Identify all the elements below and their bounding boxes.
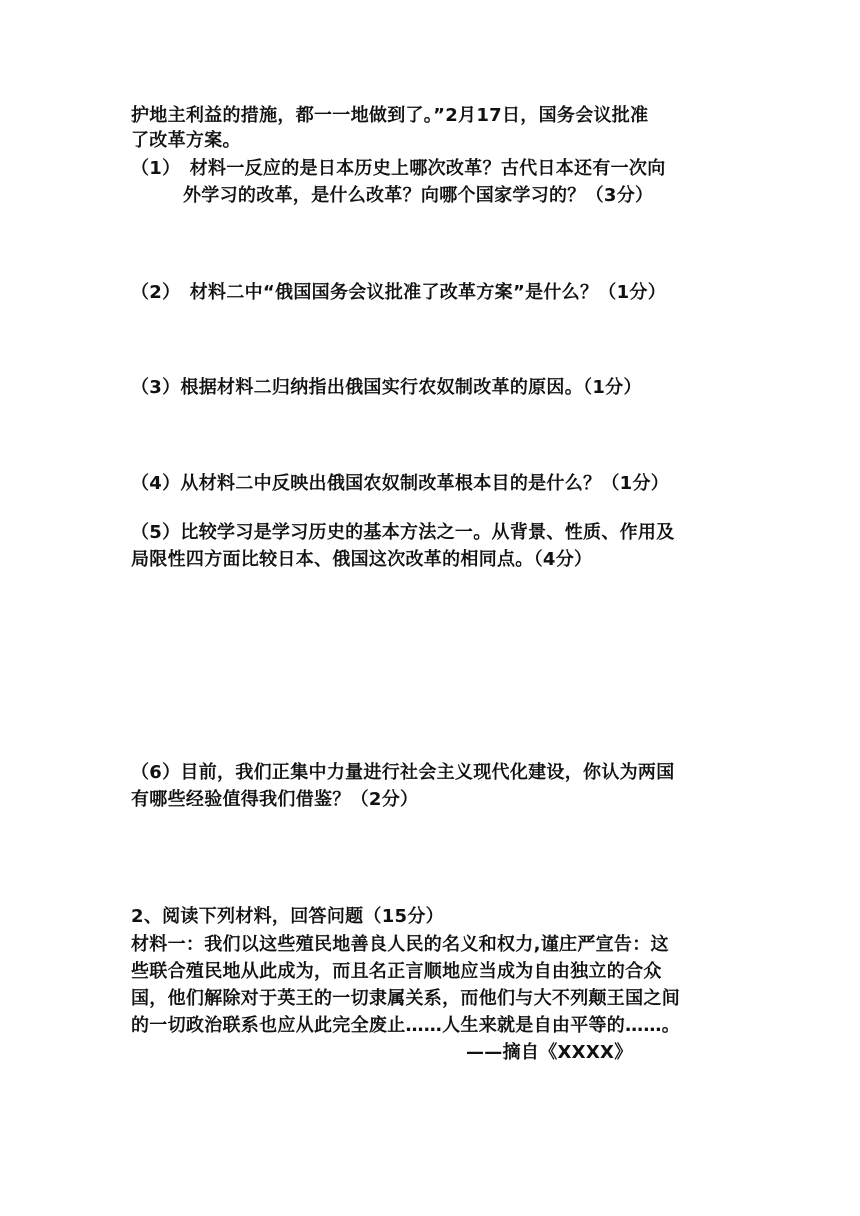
continuation-line-2: 了改革方案。 [131,130,241,151]
question-5-line-2: 局限性四方面比较日本、俄国这次改革的相同点。（4分） [131,549,593,570]
material-1-line-4: 的一切政治联系也应从此完全废止……人生来就是自由平等的……。 [131,1015,680,1036]
question-4: （4）从材料二中反映出俄国农奴制改革根本目的是什么？（1分） [131,473,670,494]
material-1-line-1: 材料一：我们以这些殖民地善良人民的名义和权力,谨庄严宣告：这 [131,934,669,955]
question-6-line-2: 有哪些经验值得我们借鉴？（2分） [131,789,419,810]
question-2: （2） 材料二中“俄国国务会议批准了改革方案”是什么？（1分） [131,282,667,303]
material-1-source: ——摘自《XXXX》 [466,1042,633,1063]
material-1-line-3: 国，他们解除对于英王的一切隶属关系，而他们与大不列颠王国之间 [131,988,680,1009]
question-6-line-1: （6）目前，我们正集中力量进行社会主义现代化建设，你认为两国 [131,762,675,783]
section-2-heading: 2、阅读下列材料，回答问题（15分） [131,906,444,927]
question-1-line-2: 外学习的改革，是什么改革？向哪个国家学习的？（3分） [183,185,654,206]
material-1-line-2: 些联合殖民地从此成为，而且名正言顺地应当成为自由独立的合众 [131,961,662,982]
question-5-line-1: （5）比较学习是学习历史的基本方法之一。从背景、性质、作用及 [131,522,675,543]
question-1-line-1: （1） 材料一反应的是日本历史上哪次改革？古代日本还有一次向 [131,158,666,179]
question-3: （3）根据材料二归纳指出俄国实行农奴制改革的原因。（1分） [131,377,642,398]
continuation-line-1: 护地主利益的措施，都一一地做到了。”2月17日，国务会议批准 [131,105,649,126]
